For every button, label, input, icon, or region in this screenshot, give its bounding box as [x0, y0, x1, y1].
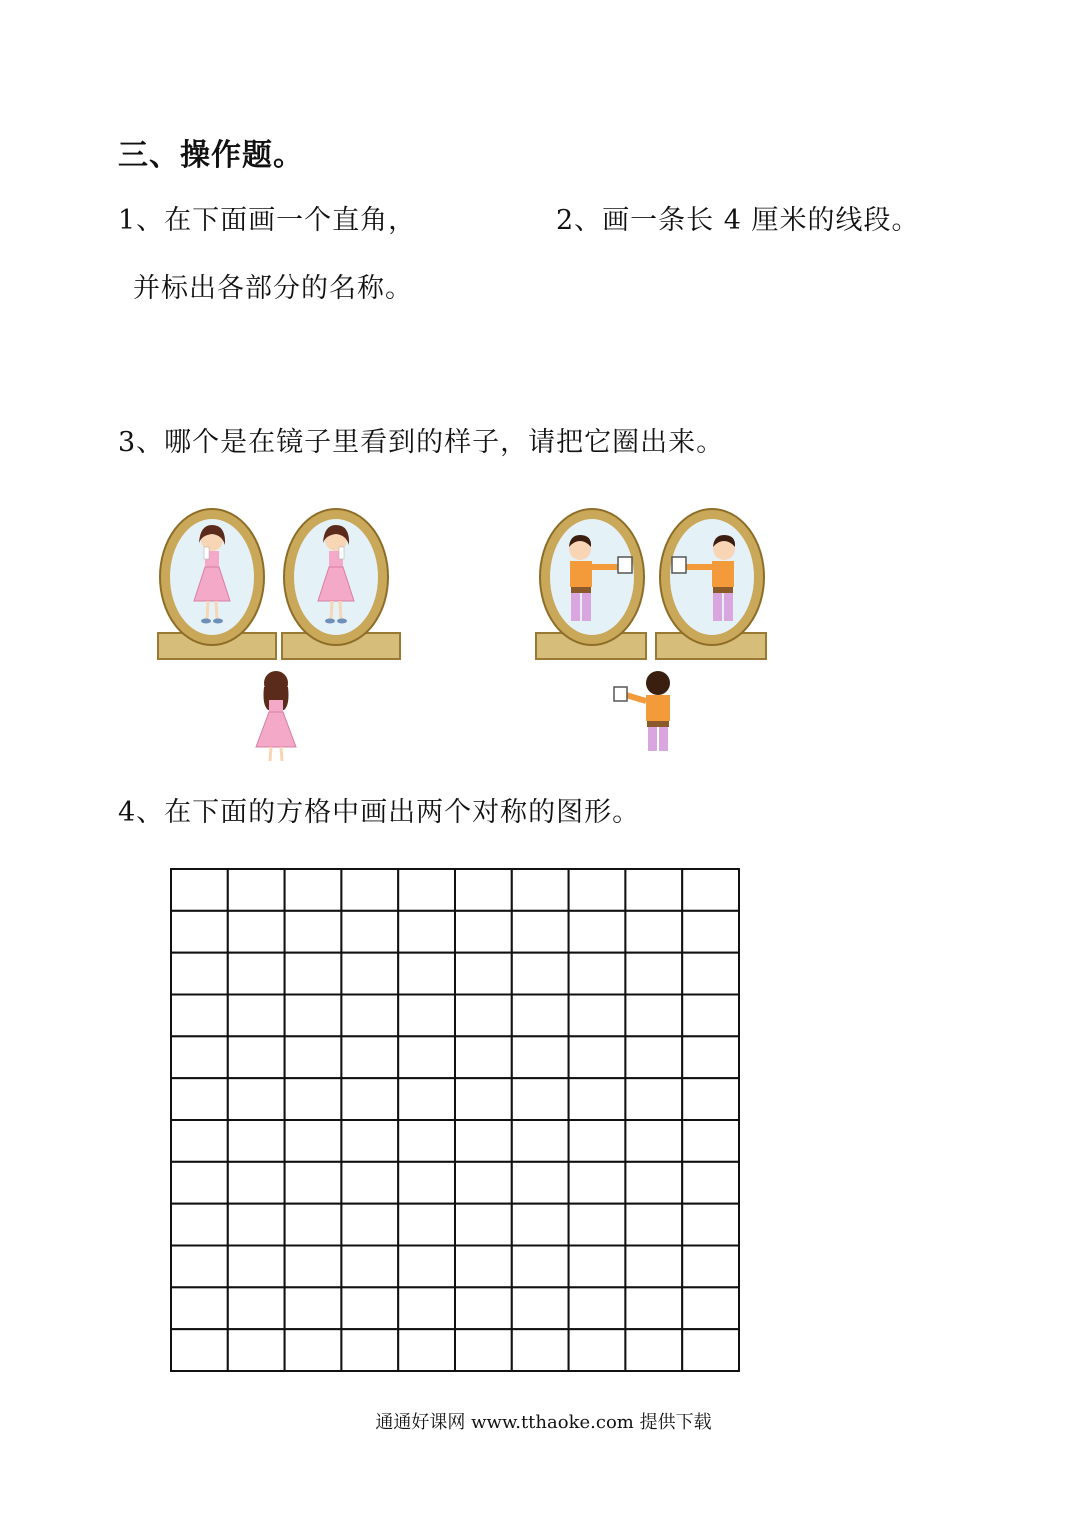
grid-cell[interactable] — [569, 1246, 626, 1288]
grid-cell[interactable] — [512, 1078, 569, 1120]
grid-cell[interactable] — [625, 1204, 682, 1246]
drawing-grid[interactable] — [170, 868, 740, 1372]
girl-figure — [256, 671, 296, 761]
grid-cell[interactable] — [171, 1287, 228, 1329]
grid-cell[interactable] — [682, 1204, 739, 1246]
grid-cell[interactable] — [398, 1162, 455, 1204]
grid-cell[interactable] — [569, 1329, 626, 1371]
grid-cell[interactable] — [171, 1246, 228, 1288]
grid-cell[interactable] — [228, 1204, 285, 1246]
grid-cell[interactable] — [625, 1329, 682, 1371]
grid-cell[interactable] — [569, 911, 626, 953]
grid-cell[interactable] — [171, 995, 228, 1037]
grid-cell[interactable] — [341, 1078, 398, 1120]
grid-cell[interactable] — [341, 995, 398, 1037]
boy-mirror-illustration — [530, 505, 780, 760]
grid-cell[interactable] — [228, 1162, 285, 1204]
grid-cell[interactable] — [398, 953, 455, 995]
grid-cell[interactable] — [682, 995, 739, 1037]
grid-cell[interactable] — [285, 1204, 342, 1246]
grid-cell[interactable] — [285, 1329, 342, 1371]
grid-cell[interactable] — [341, 1036, 398, 1078]
grid-cell[interactable] — [285, 1078, 342, 1120]
grid-cell[interactable] — [171, 911, 228, 953]
grid-cell[interactable] — [569, 869, 626, 911]
grid-cell[interactable] — [625, 1036, 682, 1078]
grid-cell[interactable] — [512, 1246, 569, 1288]
grid-cell[interactable] — [625, 1120, 682, 1162]
grid-cell[interactable] — [625, 995, 682, 1037]
grid-cell[interactable] — [625, 911, 682, 953]
grid-cell[interactable] — [512, 1120, 569, 1162]
grid-cell[interactable] — [171, 953, 228, 995]
grid-cell[interactable] — [682, 1329, 739, 1371]
question-1-line-2: 并标出各部分的名称。 — [133, 273, 413, 304]
section-title: 三、操作题。 — [118, 138, 304, 173]
grid-cell[interactable] — [171, 1078, 228, 1120]
grid-cell[interactable] — [398, 1246, 455, 1288]
grid-cell[interactable] — [285, 1287, 342, 1329]
grid-cell[interactable] — [569, 953, 626, 995]
girl-mirror-left[interactable] — [158, 509, 276, 659]
grid-cell[interactable] — [171, 1120, 228, 1162]
grid-cell[interactable] — [569, 1162, 626, 1204]
grid-cell[interactable] — [398, 995, 455, 1037]
grid-cell[interactable] — [455, 1120, 512, 1162]
grid-cell[interactable] — [512, 1162, 569, 1204]
grid-cell[interactable] — [341, 1120, 398, 1162]
grid-cell[interactable] — [625, 1287, 682, 1329]
grid-cell[interactable] — [455, 1162, 512, 1204]
grid-cell[interactable] — [341, 869, 398, 911]
grid-cell[interactable] — [512, 1329, 569, 1371]
grid-cell[interactable] — [455, 911, 512, 953]
grid-cell[interactable] — [569, 1036, 626, 1078]
grid-cell[interactable] — [285, 953, 342, 995]
grid-cell[interactable] — [398, 1078, 455, 1120]
grid-cell[interactable] — [171, 869, 228, 911]
boy-mirror-left[interactable] — [536, 509, 646, 659]
grid-cell[interactable] — [625, 869, 682, 911]
grid-cell[interactable] — [228, 1329, 285, 1371]
grid-cell[interactable] — [341, 1287, 398, 1329]
grid-cell[interactable] — [228, 1246, 285, 1288]
grid-cell[interactable] — [512, 1287, 569, 1329]
grid-cell[interactable] — [398, 1287, 455, 1329]
grid-cell[interactable] — [682, 1246, 739, 1288]
grid-cell[interactable] — [569, 1078, 626, 1120]
boy-mirror-right[interactable] — [656, 509, 766, 659]
grid-cell[interactable] — [682, 1036, 739, 1078]
grid-cell[interactable] — [512, 1204, 569, 1246]
grid-cell[interactable] — [455, 1078, 512, 1120]
grid-cell[interactable] — [682, 1162, 739, 1204]
grid-cell[interactable] — [398, 911, 455, 953]
grid-cell[interactable] — [285, 995, 342, 1037]
grid-cell[interactable] — [285, 1036, 342, 1078]
grid-cell[interactable] — [398, 1036, 455, 1078]
grid-lines — [170, 868, 740, 1372]
grid-cell[interactable] — [398, 1120, 455, 1162]
girl-mirror-right[interactable] — [282, 509, 400, 659]
grid-cell[interactable] — [228, 1078, 285, 1120]
grid-cell[interactable] — [228, 869, 285, 911]
grid-cell[interactable] — [171, 1204, 228, 1246]
grid-cell[interactable] — [682, 869, 739, 911]
grid-cell[interactable] — [398, 869, 455, 911]
grid-cell[interactable] — [285, 1246, 342, 1288]
grid-cell[interactable] — [228, 1287, 285, 1329]
question-3-text: 3、哪个是在镜子里看到的样子，请把它圈出来。 — [118, 427, 725, 458]
grid-cell[interactable] — [455, 1329, 512, 1371]
grid-cell[interactable] — [171, 1329, 228, 1371]
grid-cell[interactable] — [512, 869, 569, 911]
grid-cell[interactable] — [285, 1162, 342, 1204]
grid-cell[interactable] — [398, 1204, 455, 1246]
grid-cell[interactable] — [625, 1162, 682, 1204]
grid-cell[interactable] — [455, 1036, 512, 1078]
grid-cell[interactable] — [625, 1078, 682, 1120]
grid-cell[interactable] — [228, 1036, 285, 1078]
grid-cell[interactable] — [569, 1120, 626, 1162]
grid-cell[interactable] — [285, 911, 342, 953]
grid-cell[interactable] — [455, 1287, 512, 1329]
grid-cell[interactable] — [569, 1287, 626, 1329]
grid-cell[interactable] — [569, 1204, 626, 1246]
grid-cell[interactable] — [341, 1329, 398, 1371]
grid-cell[interactable] — [625, 953, 682, 995]
grid-cell[interactable] — [455, 995, 512, 1037]
grid-cell[interactable] — [341, 1204, 398, 1246]
grid-cell[interactable] — [455, 1246, 512, 1288]
grid-cell[interactable] — [512, 953, 569, 995]
grid-cell[interactable] — [228, 1120, 285, 1162]
grid-cell[interactable] — [512, 1036, 569, 1078]
question-4-text: 4、在下面的方格中画出两个对称的图形。 — [118, 797, 641, 828]
grid-cell[interactable] — [682, 1287, 739, 1329]
grid-cell[interactable] — [398, 1329, 455, 1371]
grid-cell[interactable] — [682, 911, 739, 953]
question-2-text: 2、画一条长 4 厘米的线段。 — [556, 205, 920, 236]
grid-cell[interactable] — [625, 1246, 682, 1288]
grid-cell[interactable] — [455, 1204, 512, 1246]
grid-cell[interactable] — [285, 869, 342, 911]
grid-cell[interactable] — [682, 1078, 739, 1120]
grid-cell[interactable] — [341, 953, 398, 995]
grid-cell[interactable] — [455, 869, 512, 911]
grid-cell[interactable] — [341, 1246, 398, 1288]
grid-cell[interactable] — [341, 911, 398, 953]
grid-cell[interactable] — [171, 1036, 228, 1078]
girl-mirror-illustration — [150, 505, 430, 770]
grid-cell[interactable] — [228, 995, 285, 1037]
grid-cell[interactable] — [228, 911, 285, 953]
grid-cell[interactable] — [341, 1162, 398, 1204]
grid-cell[interactable] — [228, 953, 285, 995]
grid-cell[interactable] — [512, 911, 569, 953]
grid-cell[interactable] — [285, 1120, 342, 1162]
grid-cell[interactable] — [512, 995, 569, 1037]
grid-cell[interactable] — [569, 995, 626, 1037]
footer-text: 通通好课网 www.tthaoke.com 提供下载 — [375, 1412, 712, 1433]
question-1-line-1: 1、在下面画一个直角， — [118, 205, 417, 236]
grid-cell[interactable] — [171, 1162, 228, 1204]
boy-figure — [614, 671, 670, 751]
grid-cell[interactable] — [682, 953, 739, 995]
grid-cell[interactable] — [455, 953, 512, 995]
grid-cell[interactable] — [682, 1120, 739, 1162]
